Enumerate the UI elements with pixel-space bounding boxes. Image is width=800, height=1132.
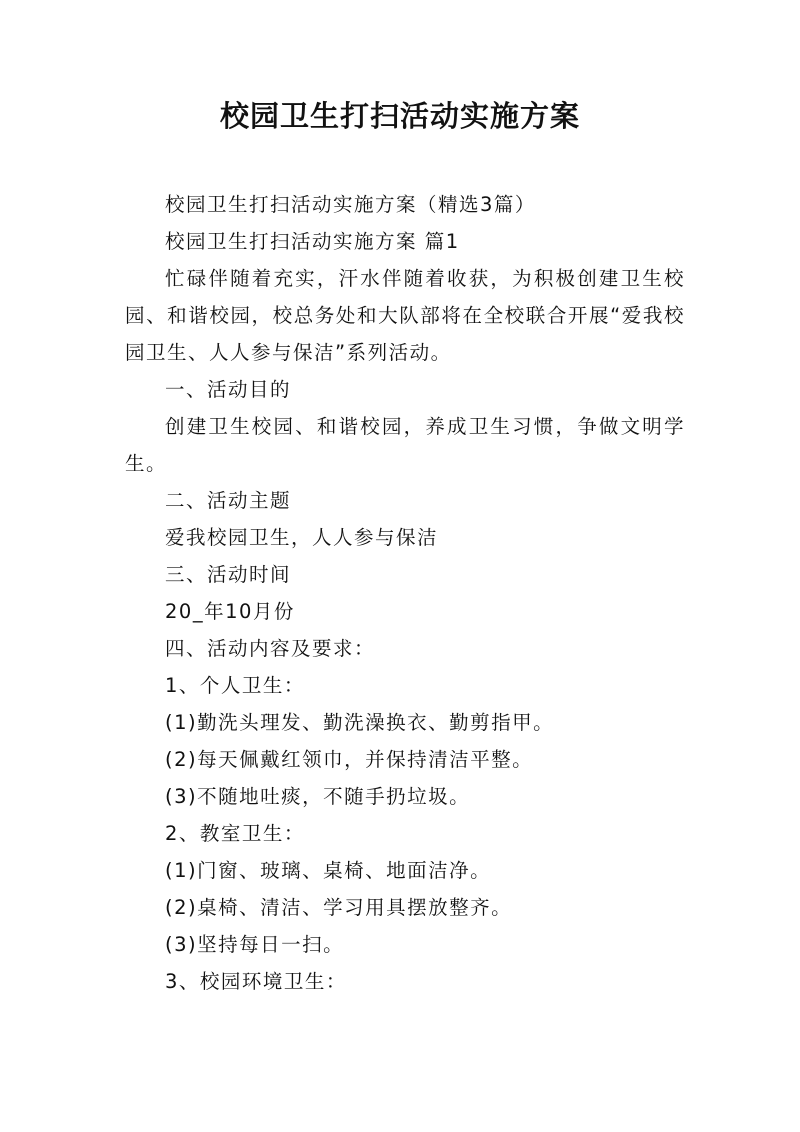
section-heading-purpose: 一、活动目的 <box>165 378 292 401</box>
section-heading-time: 三、活动时间 <box>165 563 292 586</box>
section-heading-theme: 二、活动主题 <box>165 489 292 512</box>
paragraph-intro: 忙碌伴随着充实，汗水伴随着收获，为积极创建卫生校园、和谐校园，校总务处和大队部将在全校联合开展“爱我校园卫生、人人参与保洁”系列活动。 <box>125 267 685 364</box>
section-heading-content: 四、活动内容及要求： <box>165 637 376 660</box>
paragraph-part-heading: 校园卫生打扫活动实施方案 篇1 <box>165 230 460 253</box>
list-item: (2)每天佩戴红领巾，并保持清洁平整。 <box>165 748 534 771</box>
subheading-personal-hygiene: 1、个人卫生： <box>165 674 305 697</box>
list-item: (1)门窗、玻璃、桌椅、地面洁净。 <box>165 859 492 882</box>
paragraph-purpose: 创建卫生校园、和谐校园，养成卫生习惯，争做文明学生。 <box>125 415 685 475</box>
paragraph-theme: 爱我校园卫生，人人参与保洁 <box>165 526 439 549</box>
document-title: 校园卫生打扫活动实施方案 <box>219 99 580 133</box>
list-item: (3)坚持每日一扫。 <box>165 933 345 956</box>
list-item: (2)桌椅、清洁、学习用具摆放整齐。 <box>165 896 513 919</box>
list-item: (1)勤洗头理发、勤洗澡换衣、勤剪指甲。 <box>165 711 555 734</box>
subheading-classroom-hygiene: 2、教室卫生： <box>165 822 305 845</box>
list-item: (3)不随地吐痰，不随手扔垃圾。 <box>165 785 471 808</box>
paragraph-time: 20_年10月份 <box>165 600 295 623</box>
document-body <box>125 186 685 1000</box>
paragraph-subtitle: 校园卫生打扫活动实施方案（精选3篇） <box>165 193 536 216</box>
subheading-campus-environment: 3、校园环境卫生： <box>165 970 347 993</box>
